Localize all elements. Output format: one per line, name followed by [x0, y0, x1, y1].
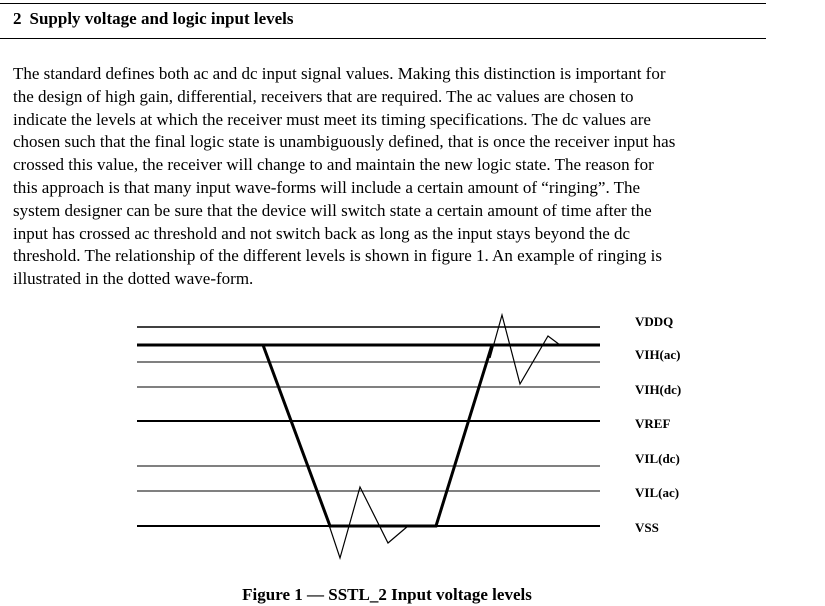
paragraph-line: system designer can be sure that the device will switch state a certain amount of time after the: [13, 200, 652, 220]
paragraph-line: the design of high gain, differential, receivers that are required. The ac values are chosen to: [13, 86, 634, 106]
body-paragraph: [13, 63, 773, 291]
section-title: Supply voltage and logic input levels: [29, 9, 294, 28]
level-label-vddq: VDDQ: [635, 314, 674, 329]
paragraph-line: threshold. The relationship of the different levels is shown in figure 1. An example of ringing is: [13, 246, 663, 266]
heading-rule: [0, 38, 766, 39]
section-heading: [13, 8, 294, 30]
paragraph-line: crossed this value, the receiver will change to and maintain the new logic state. The reason for: [13, 155, 654, 175]
level-label-vih-ac: VIH(ac): [635, 347, 681, 362]
paragraph-line: chosen such that the final logic state is unambiguously defined, that is once the receiver input has: [13, 132, 676, 152]
level-label-vil-ac: VIL(ac): [635, 485, 680, 500]
level-label-vss: VSS: [635, 520, 659, 535]
ideal-waveform: [263, 345, 492, 526]
top-rule: [0, 3, 766, 4]
ringing-waveform-high: [490, 315, 560, 384]
level-label-vref: VREF: [635, 416, 671, 431]
paragraph-line: this approach is that many input wave-forms will include a certain amount of “ringing”. The: [13, 177, 641, 197]
level-label-vil-dc: VIL(dc): [635, 451, 680, 466]
figure-caption: Figure 1 — SSTL_2 Input voltage levels: [242, 585, 532, 604]
paragraph-line: The standard defines both ac and dc input signal values. Making this distinction is important for: [13, 64, 666, 83]
paragraph-line: illustrated in the dotted wave-form.: [13, 269, 254, 289]
voltage-levels-figure: [0, 300, 825, 570]
ringing-waveform-low: [323, 487, 408, 558]
level-label-vih-dc: VIH(dc): [635, 382, 682, 397]
paragraph-line: indicate the levels at which the receiver must meet its timing specifications. The dc values are: [13, 109, 651, 129]
voltage-levels-diagram: [0, 300, 825, 570]
paragraph-line: input has crossed ac threshold and not switch back as long as the input stays beyond the dc: [13, 223, 631, 243]
section-number: 2: [13, 9, 22, 28]
